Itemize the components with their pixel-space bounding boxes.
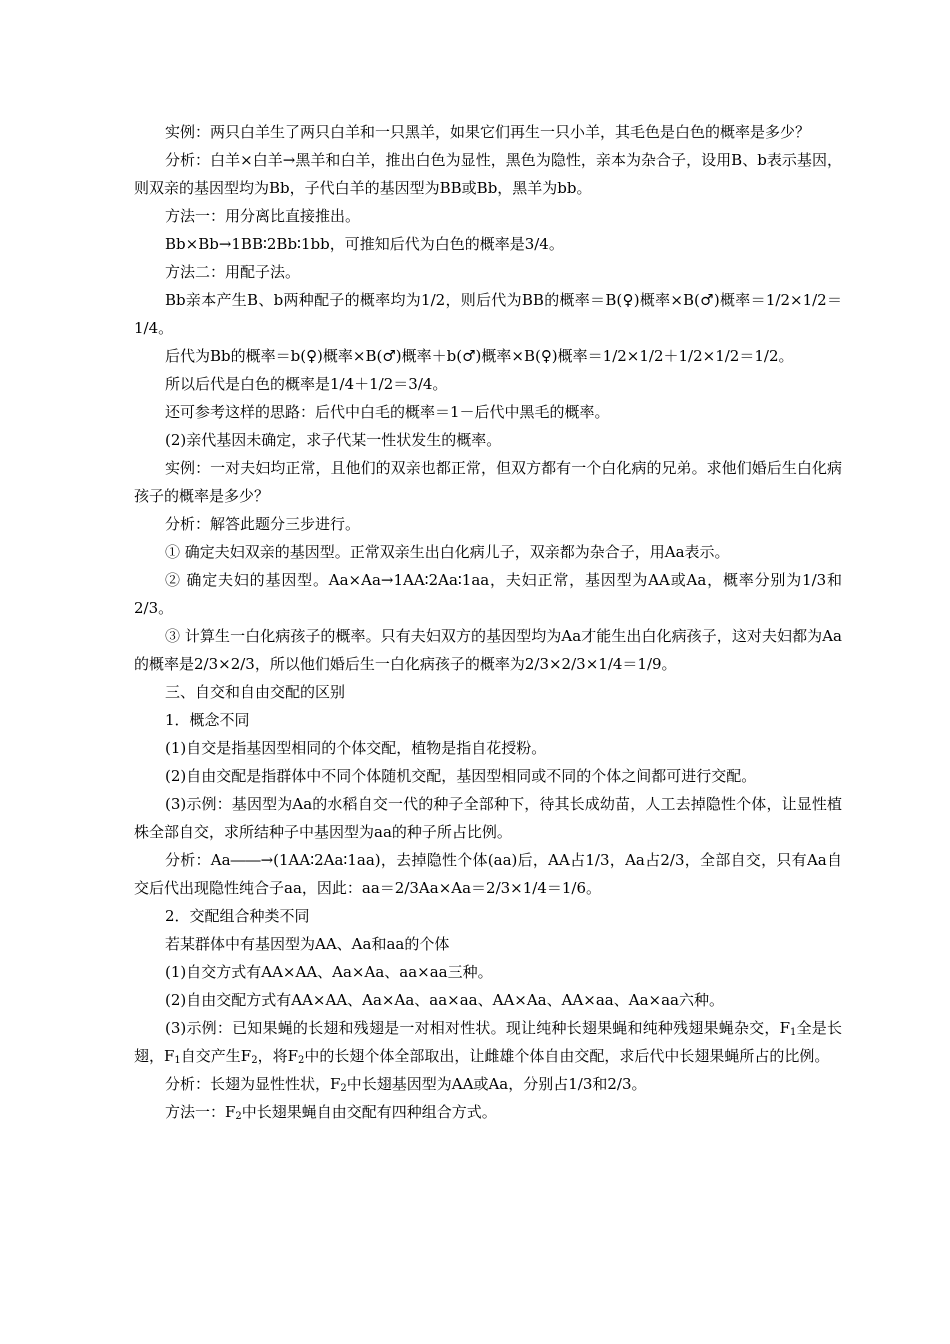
document-body <box>134 118 842 1126</box>
paragraph <box>134 1098 842 1126</box>
paragraph: ③ 计算生一白化病孩子的概率。只有夫妇双方的基因型均为Aa才能生出白化病孩子，这对夫妇都为Aa的概率是2/3×2/3，所以他们婚后生一白化病孩子的概率为2/3×2/3×1/4＝1/9。 <box>134 627 842 673</box>
paragraph: (2)自由交配方式有AA×AA、Aa×Aa、aa×aa、AA×Aa、AA×aa、Aa×aa六种。 <box>165 991 724 1009</box>
paragraph: 方法一：用分离比直接推出。 <box>165 207 361 225</box>
subscript: 2 <box>298 1055 305 1066</box>
text-run: 中长翅果蝇自由交配有四种组合方式。 <box>241 1103 497 1121</box>
paragraph: 实例：一对夫妇均正常，且他们的双亲也都正常，但双方都有一个白化病的兄弟。求他们婚后生白化病孩子的概率是多少？ <box>134 459 842 505</box>
subscript: 2 <box>235 1111 242 1122</box>
text-run: 自交产生F <box>180 1047 252 1065</box>
text-run: 中的长翅个体全部取出，让雌雄个体自由交配，求后代中长翅果蝇所占的比例。 <box>304 1047 830 1065</box>
paragraph: 还可参考这样的思路：后代中白毛的概率＝1－后代中黑毛的概率。 <box>165 403 610 421</box>
paragraph <box>134 1070 842 1098</box>
paragraph: (2)自由交配是指群体中不同个体随机交配，基因型相同或不同的个体之间都可进行交配。 <box>165 767 757 785</box>
subsection-heading: 2．交配组合种类不同 <box>165 907 310 925</box>
text-run: (3)示例：已知果蝇的长翅和残翅是一对相对性状。现让纯种长翅果蝇和纯种残翅果蝇杂交，F <box>165 1019 790 1037</box>
paragraph: 若某群体中有基因型为AA、Aa和aa的个体 <box>165 935 450 953</box>
text-run: 方法一：F <box>165 1103 236 1121</box>
text-run: 分析：长翅为显性性状，F <box>165 1075 341 1093</box>
text-run: ，将F <box>257 1047 299 1065</box>
paragraph: ① 确定夫妇双亲的基因型。正常双亲生出白化病儿子，双亲都为杂合子，用Aa表示。 <box>165 543 730 561</box>
subsection-heading: 1．概念不同 <box>165 711 250 729</box>
text-run: 中长翅基因型为AA或Aa，分别占1/3和2/3。 <box>346 1075 647 1093</box>
paragraph: 分析：解答此题分三步进行。 <box>165 515 361 533</box>
paragraph: 分析：白羊×白羊→黑羊和白羊，推出白色为显性，黑色为隐性，亲本为杂合子，设用B、b表示基因，则双亲的基因型均为Bb，子代白羊的基因型为BB或Bb，黑羊为bb。 <box>134 151 842 197</box>
paragraph: Bb×Bb→1BB∶2Bb∶1bb，可推知后代为白色的概率是3/4。 <box>165 235 564 253</box>
paragraph: 后代为Bb的概率＝b(♀)概率×B(♂)概率＋b(♂)概率×B(♀)概率＝1/2×1/2＋1/2×1/2＝1/2。 <box>165 347 794 365</box>
paragraph <box>134 1014 842 1070</box>
paragraph: 所以后代是白色的概率是1/4＋1/2＝3/4。 <box>165 375 448 393</box>
paragraph: (1)自交是指基因型相同的个体交配，植物是指自花授粉。 <box>165 739 547 757</box>
paragraph: ② 确定夫妇的基因型。Aa×Aa→1AA∶2Aa∶1aa，夫妇正常，基因型为AA或Aa，概率分别为1/3和2/3。 <box>134 571 842 617</box>
section-heading: 三、自交和自由交配的区别 <box>165 683 346 701</box>
paragraph: 方法二：用配子法。 <box>165 263 301 281</box>
subscript: 2 <box>251 1055 258 1066</box>
paragraph: (3)示例：基因型为Aa的水稻自交一代的种子全部种下，待其长成幼苗，人工去掉隐性个体，让显性植株全部自交，求所结种子中基因型为aa的种子所占比例。 <box>134 795 842 841</box>
subscript: 2 <box>340 1083 347 1094</box>
paragraph: (2)亲代基因未确定，求子代某一性状发生的概率。 <box>165 431 502 449</box>
subscript: 1 <box>789 1027 797 1038</box>
paragraph: 实例：两只白羊生了两只白羊和一只黑羊，如果它们再生一只小羊，其毛色是白色的概率是多少？ <box>165 123 811 141</box>
paragraph: (1)自交方式有AA×AA、Aa×Aa、aa×aa三种。 <box>165 963 493 981</box>
subscript: 1 <box>174 1055 181 1066</box>
paragraph: 分析：Aa――→(1AA∶2Aa∶1aa)，去掉隐性个体(aa)后，AA占1/3，Aa占2/3，全部自交，只有Aa自交后代出现隐性纯合子aa，因此：aa＝2/3Aa×Aa＝2/3×1/4＝1/6。 <box>134 851 842 897</box>
text-run: 全是长翅，F <box>134 1019 842 1065</box>
paragraph: Bb亲本产生B、b两种配子的概率均为1/2，则后代为BB的概率＝B(♀)概率×B(♂)概率＝1/2×1/2＝1/4。 <box>134 291 842 337</box>
